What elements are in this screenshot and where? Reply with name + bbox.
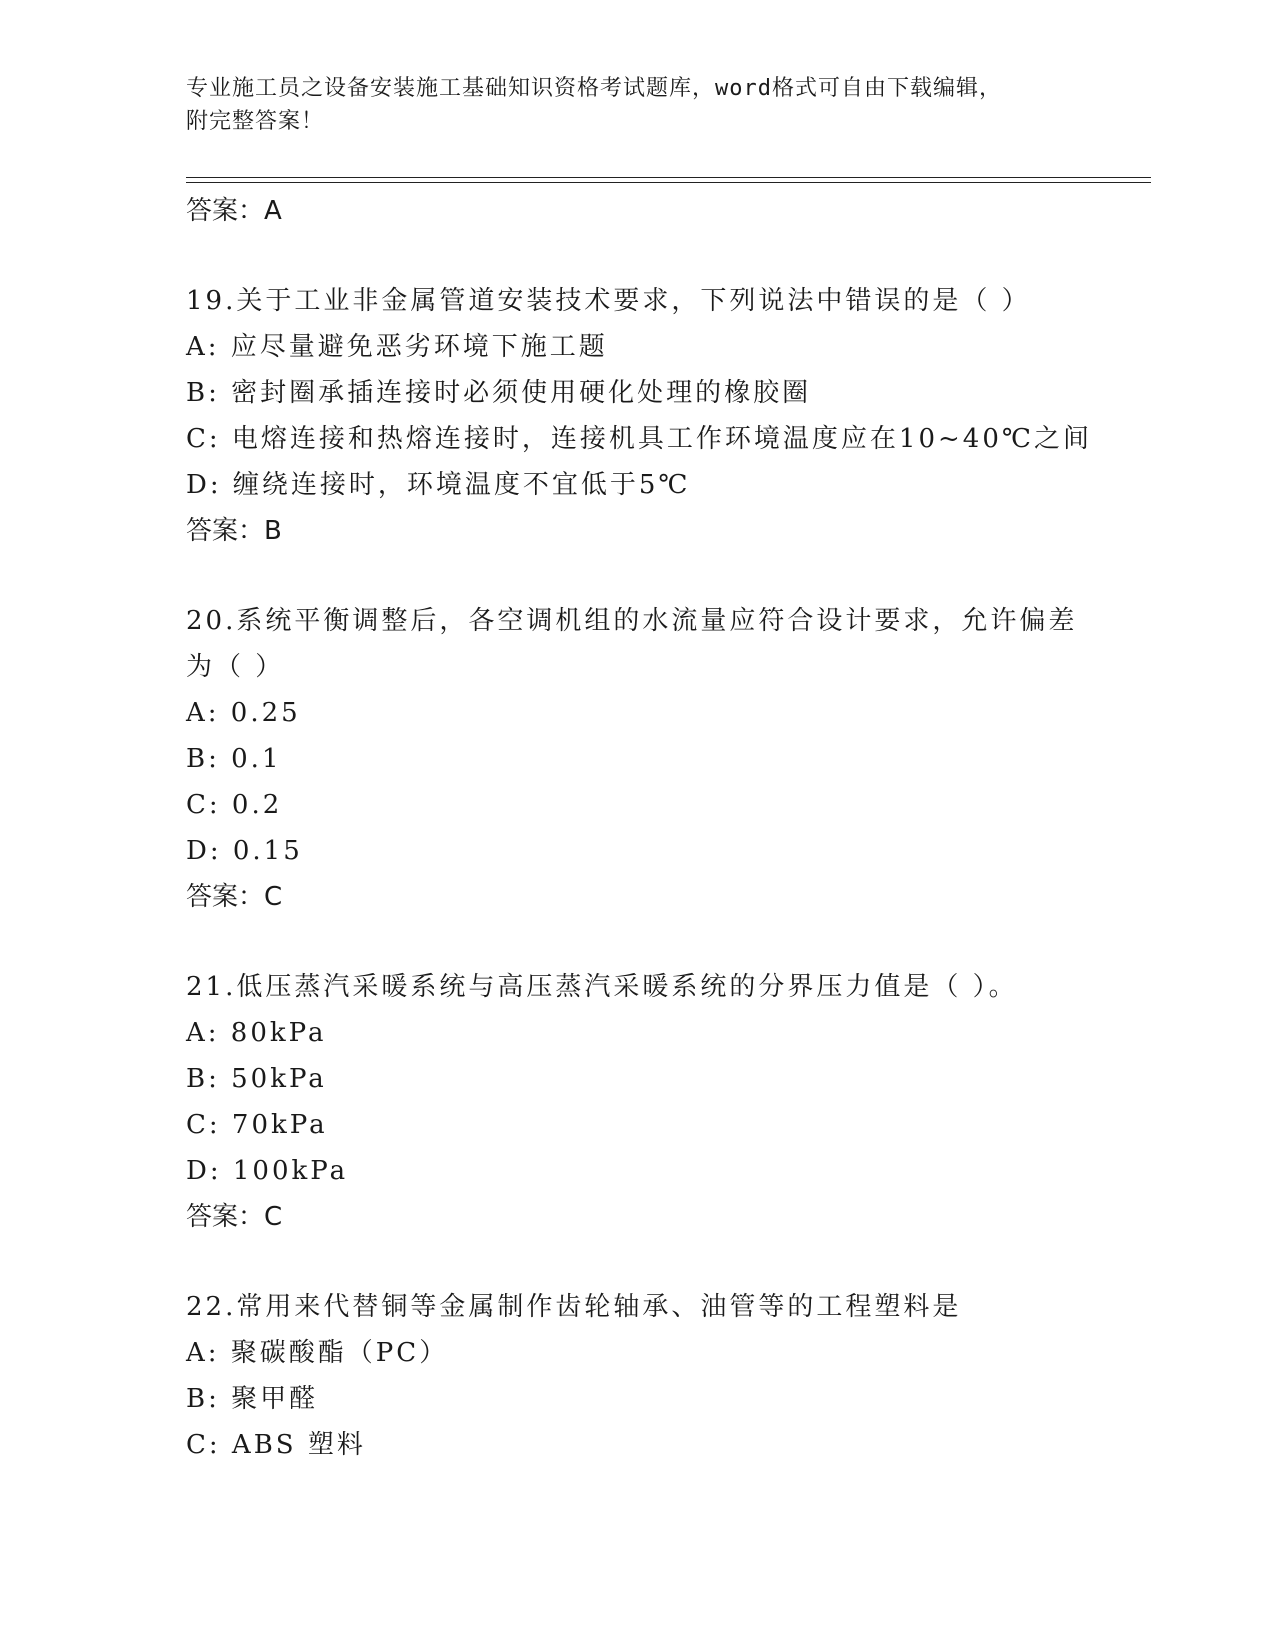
question-stem [186, 964, 1146, 1010]
answer-line: 答案：B [186, 516, 282, 546]
option-d: D: 0.15 [186, 836, 303, 866]
option-b: B: 50kPa [186, 1064, 327, 1094]
document-header [186, 72, 1086, 138]
question-list [186, 188, 1146, 1468]
answer-line: 答案：A [186, 196, 282, 226]
question-block [186, 598, 1146, 920]
header-divider-top [186, 177, 1151, 178]
option-b: B: 聚甲醛 [186, 1384, 319, 1414]
option-b: B: 0.1 [186, 744, 282, 774]
question-block [186, 278, 1146, 554]
header-line-2: 附完整答案！ [186, 109, 325, 134]
question-stem [186, 278, 1146, 324]
option-b: B: 密封圈承插连接时必须使用硬化处理的橡胶圈 [186, 378, 812, 408]
question-block [186, 964, 1146, 1240]
option-d: D: 100kPa [186, 1156, 349, 1186]
question-stem [186, 1284, 1146, 1330]
option-d: D: 缠绕连接时，环境温度不宜低于5℃ [186, 470, 691, 500]
question-stem-line: 为（ ） [186, 652, 285, 682]
question-stem-line: 21.低压蒸汽采暖系统与高压蒸汽采暖系统的分界压力值是（ ）。 [186, 972, 1018, 1002]
question-stem [186, 598, 1146, 690]
question-stem-line: 19.关于工业非金属管道安装技术要求，下列说法中错误的是（ ） [186, 286, 1031, 316]
option-a: A: 80kPa [186, 1018, 327, 1048]
option-c: C: 70kPa [186, 1110, 328, 1140]
answer-line: 答案：C [186, 1202, 283, 1232]
option-a: A: 聚碳酸酯（PC） [186, 1338, 449, 1368]
answer-line: 答案：C [186, 882, 283, 912]
question-block [186, 1284, 1146, 1468]
option-c: C: 0.2 [186, 790, 283, 820]
header-divider-bottom [186, 182, 1151, 183]
question-stem-line: 22.常用来代替铜等金属制作齿轮轴承、油管等的工程塑料是 [186, 1292, 962, 1322]
header-line-1: 专业施工员之设备安装施工基础知识资格考试题库，word格式可自由下载编辑， [186, 76, 1002, 101]
option-a: A: 0.25 [186, 698, 301, 728]
option-c: C: 电熔连接和热熔连接时，连接机具工作环境温度应在10~40℃之间 [186, 424, 1092, 454]
option-a: A: 应尽量避免恶劣环境下施工题 [186, 332, 608, 362]
option-c: C: ABS 塑料 [186, 1430, 366, 1460]
question-stem-line: 20.系统平衡调整后，各空调机组的水流量应符合设计要求，允许偏差 [186, 606, 1078, 636]
